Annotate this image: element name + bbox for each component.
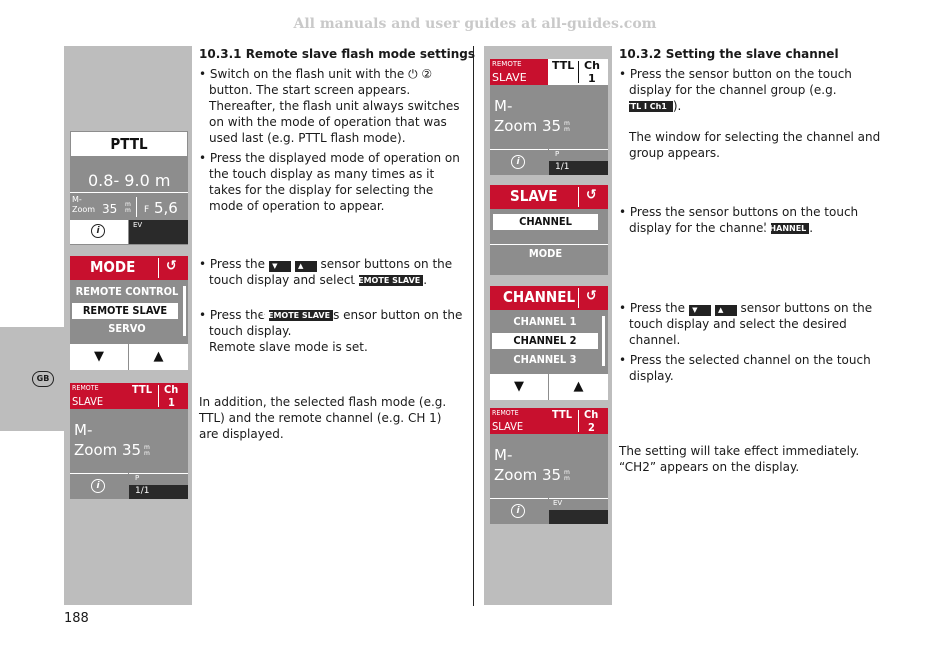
channel-chip: CHANNEL	[771, 223, 810, 234]
separator	[578, 288, 579, 308]
step-text: • Press the	[199, 308, 265, 322]
column-divider	[473, 46, 474, 606]
menu-item-remote-slave[interactable]: REMOTE SLAVE	[72, 303, 178, 319]
step-text: s ensor button on the touch display.	[209, 308, 463, 338]
separator	[158, 385, 159, 407]
menu-item-channel-3[interactable]: CHANNEL 3	[513, 353, 577, 366]
step-text: • Press the	[619, 301, 685, 315]
ev-field[interactable]	[549, 498, 608, 510]
info-button[interactable]	[70, 220, 128, 244]
step-select-remote-slave	[199, 256, 464, 288]
step-text: • Switch on the flash unit with the	[199, 67, 405, 81]
ttl-label: TTL	[552, 408, 573, 421]
down-arrow-icon: ▼	[689, 305, 711, 316]
back-icon[interactable]: ↺	[586, 187, 597, 203]
step-text: • Press the	[199, 257, 265, 271]
watermark: All manuals and user guides at all-guides.com	[293, 16, 657, 32]
up-arrow-icon: ▲	[295, 261, 317, 272]
separator	[578, 61, 579, 83]
ch-label: Ch	[164, 383, 179, 396]
step-press-mode: • Press the displayed mode of operation on the touch display as many times as it takes for the display for selecting the mode of operation to appear.	[199, 151, 460, 213]
menu-title: CHANNEL	[503, 288, 576, 306]
separator	[136, 197, 137, 217]
step-text: • Press the sensor buttons on the touch display for the channel	[619, 205, 859, 235]
zoom-unit: m m	[564, 469, 570, 482]
menu-title: MODE	[90, 258, 136, 276]
page-number: 188	[64, 611, 89, 626]
info-button[interactable]	[490, 149, 548, 175]
step-text: button. The start screen appears. Thereafter, the flash unit always switches on with the mode of operation that was used last (e.g. PTTL flash mode).	[209, 83, 460, 145]
p-value-field	[129, 485, 188, 499]
channel-menu-title-bar	[490, 286, 608, 310]
power-button-icon: ⏻ ②	[408, 67, 433, 81]
menu-item-channel-1[interactable]: CHANNEL 1	[513, 315, 577, 328]
menu-item-remote-control[interactable]: REMOTE CONTROL	[75, 285, 179, 298]
menu-item-channel-2[interactable]: CHANNEL 2	[492, 333, 598, 349]
punctuation: ).	[672, 99, 682, 113]
zoom-readout: Zoom 35	[494, 466, 562, 484]
p-field[interactable]	[129, 473, 188, 485]
zoom-mode-label: M-	[72, 195, 82, 204]
status-bar[interactable]	[490, 59, 608, 85]
info-icon: i	[91, 479, 105, 493]
separator	[490, 244, 608, 245]
ev-label: EV	[553, 499, 563, 507]
ch-value: 1	[588, 72, 596, 85]
p-label: P	[555, 150, 560, 158]
ttl-label: TTL	[132, 383, 153, 396]
ev-value-field	[549, 510, 608, 524]
punctuation: .	[423, 273, 428, 287]
p-value-field	[549, 161, 608, 175]
paragraph-window-appears: The window for selecting the channel and group appears.	[629, 130, 881, 160]
mode-display[interactable]: PTTL	[71, 132, 187, 156]
step-text: sensor buttons on the touch display and select the desired channel.	[629, 301, 873, 347]
p-label: P	[135, 474, 140, 482]
status-bar[interactable]	[490, 408, 608, 434]
zoom-label: Zoom	[72, 205, 96, 214]
back-icon[interactable]: ↺	[586, 288, 597, 304]
p-value: 1/1	[555, 162, 570, 172]
remote-slave-screen-ch1	[490, 59, 608, 175]
mode-m: M-	[494, 97, 513, 115]
punctuation: .	[809, 221, 814, 235]
remote-slave-chip: REMOTE SLAVE	[269, 310, 333, 321]
separator	[158, 258, 159, 278]
ch-label: Ch	[584, 408, 599, 421]
slave-label: SLAVE	[492, 420, 524, 433]
remote-label: REMOTE	[72, 384, 99, 392]
remote-label: REMOTE	[492, 409, 519, 417]
remote-slave-chip: REMOTE SLAVE	[359, 275, 423, 286]
slave-label: SLAVE	[492, 71, 527, 84]
zoom-readout: Zoom 35	[494, 117, 562, 135]
menu-item-channel[interactable]: CHANNEL	[493, 214, 598, 230]
menu-title: SLAVE	[510, 187, 558, 205]
mode-menu-screen	[70, 256, 188, 370]
separator	[70, 192, 188, 193]
separator	[578, 410, 579, 432]
paragraph-setting-effect: The setting will take effect immediately. “CH2” appears on the display.	[619, 444, 860, 474]
pttl-start-screen	[70, 131, 188, 245]
ttl-ch1-chip: TTL I Ch1	[629, 101, 673, 112]
remote-slave-label-box	[490, 59, 548, 85]
status-bar[interactable]	[70, 383, 188, 409]
step-press-channel-group	[619, 66, 881, 114]
language-tab-label: GB	[32, 371, 54, 387]
info-icon: i	[511, 155, 525, 169]
zoom-unit: m m	[125, 201, 131, 214]
info-icon: i	[511, 504, 525, 518]
step-switch-on	[199, 66, 464, 146]
separator	[578, 187, 579, 207]
mode-menu-title-bar	[70, 256, 188, 280]
up-arrow-icon: ▲	[715, 305, 737, 316]
ev-label: EV	[133, 221, 143, 229]
section-heading-10-3-2: 10.3.2 Setting the slave channel	[619, 47, 839, 61]
ch-value: 1	[168, 396, 175, 409]
info-icon: i	[91, 224, 105, 238]
remote-slave-screen-ch2	[490, 408, 608, 524]
scroll-up-button[interactable]: ▲	[129, 344, 188, 370]
slave-menu-screen	[490, 185, 608, 275]
menu-item-mode[interactable]: MODE	[528, 247, 563, 260]
step-press-selected-channel: • Press the selected channel on the touch display.	[619, 353, 871, 383]
step-press-channel	[619, 204, 881, 236]
paragraph-additional-info: In addition, the selected flash mode (e.g. TTL) and the remote channel (e.g. CH 1) are displayed.	[199, 395, 447, 441]
down-arrow-icon: ▼	[269, 261, 291, 272]
back-icon[interactable]: ↺	[166, 258, 177, 274]
p-value: 1/1	[135, 486, 150, 496]
menu-item-servo[interactable]: SERVO	[108, 322, 146, 335]
remote-label: REMOTE	[492, 60, 522, 68]
ttl-label: TTL	[552, 59, 575, 72]
step-select-channel	[619, 300, 881, 348]
info-button[interactable]	[490, 498, 548, 524]
scroll-up-button[interactable]: ▲	[549, 374, 608, 400]
mode-m: M-	[494, 446, 513, 464]
scroll-down-button[interactable]: ▼	[70, 344, 128, 370]
ch-label: Ch	[584, 59, 600, 72]
scrollbar[interactable]	[183, 286, 186, 336]
ev-field[interactable]	[129, 220, 188, 244]
info-button[interactable]	[70, 473, 128, 499]
scrollbar[interactable]	[602, 316, 605, 366]
zoom-value: 35	[102, 202, 118, 216]
zoom-unit: m m	[144, 444, 150, 457]
step-press-remote-slave	[199, 307, 464, 355]
zoom-readout: Zoom 35	[74, 441, 142, 459]
range-readout: 0.8- 9.0 m	[88, 171, 171, 190]
aperture-value: 5,6	[154, 199, 178, 217]
step-result: Remote slave mode is set.	[209, 340, 368, 354]
ch-value: 2	[588, 421, 595, 434]
mode-m: M-	[74, 421, 93, 439]
f-label: F	[144, 205, 150, 215]
zoom-unit: m m	[564, 120, 570, 133]
channel-menu-screen	[490, 286, 608, 400]
step-text: • Press the sensor button on the touch display for the channel group (e.g.	[619, 67, 852, 97]
p-field[interactable]	[549, 149, 608, 161]
slave-menu-title-bar	[490, 185, 608, 209]
section-heading-10-3-1: 10.3.1 Remote slave flash mode settings	[199, 47, 476, 61]
slave-label: SLAVE	[72, 395, 104, 408]
scroll-down-button[interactable]: ▼	[490, 374, 548, 400]
step-text: sensor buttons on the touch display and select	[209, 257, 453, 287]
remote-slave-screen	[70, 383, 188, 499]
